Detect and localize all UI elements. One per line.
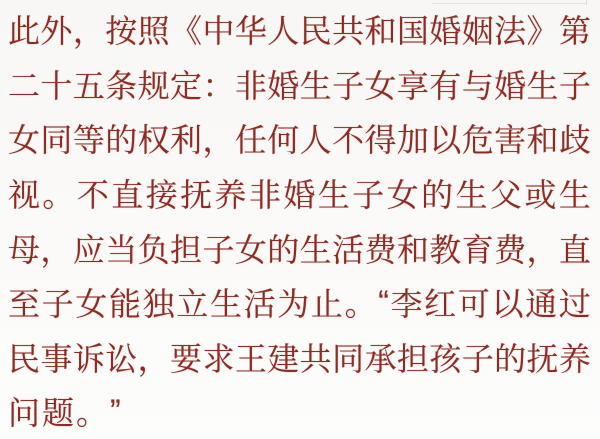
text-character: 民 xyxy=(299,13,332,50)
text-character: ” xyxy=(110,392,123,429)
text-character: 第 xyxy=(558,13,591,50)
text-character: 婚 xyxy=(283,177,316,214)
text-character: 视 xyxy=(8,177,41,214)
text-character: ， xyxy=(137,340,170,377)
text-character: 要 xyxy=(170,340,203,377)
text-character: 抚 xyxy=(526,340,559,377)
text-character: 费 xyxy=(494,231,527,268)
text-character: 子 xyxy=(461,340,494,377)
text-character: 和 xyxy=(526,122,559,159)
text-character: 。 xyxy=(42,177,75,214)
text-line xyxy=(8,57,591,112)
text-character: 。 xyxy=(344,286,377,323)
text-character: 育 xyxy=(461,231,494,268)
text-character: 红 xyxy=(424,286,457,323)
text-character: 王 xyxy=(234,340,267,377)
text-character: 能 xyxy=(108,286,141,323)
text-character: 母 xyxy=(8,231,41,268)
text-line xyxy=(8,220,591,275)
text-character: 担 xyxy=(170,231,203,268)
text-character: 至 xyxy=(8,286,41,323)
text-character: 婚 xyxy=(494,67,527,104)
text-character: 定 xyxy=(170,67,203,104)
text-character: 《 xyxy=(170,13,203,50)
text-character: 。 xyxy=(76,395,111,432)
text-character: ， xyxy=(72,13,105,50)
text-character: 中 xyxy=(202,13,235,50)
text-character: 同 xyxy=(332,340,365,377)
text-character: 子 xyxy=(352,177,385,214)
text-character: 为 xyxy=(277,286,310,323)
text-character: 子 xyxy=(202,231,235,268)
text-character: 二 xyxy=(8,67,41,104)
text-character: 可 xyxy=(457,286,490,323)
text-character: 得 xyxy=(364,122,397,159)
text-character: 费 xyxy=(364,231,397,268)
text-character: 讼 xyxy=(105,340,138,377)
text-line xyxy=(8,275,591,330)
text-character: 同 xyxy=(40,122,73,159)
text-character: 接 xyxy=(145,177,178,214)
text-character: 五 xyxy=(72,67,105,104)
text-character: 女 xyxy=(364,67,397,104)
text-character: 求 xyxy=(202,340,235,377)
text-character: 何 xyxy=(267,122,300,159)
text-character: 生 xyxy=(299,67,332,104)
text-character: “ xyxy=(378,283,389,320)
text-character: 女 xyxy=(8,122,41,159)
text-character: 立 xyxy=(176,286,209,323)
text-character: 养 xyxy=(214,177,247,214)
text-character: 等 xyxy=(72,122,105,159)
text-character: 父 xyxy=(489,177,522,214)
paragraph-text xyxy=(8,2,591,439)
text-character: 共 xyxy=(332,13,365,50)
text-character: 活 xyxy=(332,231,365,268)
text-character: 活 xyxy=(243,286,276,323)
text-character: 的 xyxy=(421,177,454,214)
text-character: 独 xyxy=(142,286,175,323)
text-character: 享 xyxy=(396,67,429,104)
text-character: 条 xyxy=(105,67,138,104)
text-character: 和 xyxy=(396,231,429,268)
text-character: 人 xyxy=(267,13,300,50)
text-character: 直 xyxy=(111,177,144,214)
text-character: 民 xyxy=(8,340,41,377)
text-character: 加 xyxy=(396,122,429,159)
text-character: 教 xyxy=(429,231,462,268)
text-character: 建 xyxy=(267,340,300,377)
text-character: 人 xyxy=(299,122,332,159)
text-character: 有 xyxy=(429,67,462,104)
text-character: 婚 xyxy=(429,13,462,50)
text-character: 姻 xyxy=(461,13,494,50)
text-character: 应 xyxy=(72,231,105,268)
text-character: 此 xyxy=(8,13,41,50)
text-character: 生 xyxy=(526,67,559,104)
text-character: 的 xyxy=(267,231,300,268)
text-character: 孩 xyxy=(429,340,462,377)
text-character: 任 xyxy=(234,122,267,159)
text-character: 生 xyxy=(558,177,591,214)
text-character: 抚 xyxy=(180,177,213,214)
text-character: 共 xyxy=(299,340,332,377)
text-character: 》 xyxy=(526,13,559,50)
text-character: 非 xyxy=(248,177,281,214)
text-character: 以 xyxy=(429,122,462,159)
text-character: 李 xyxy=(390,286,423,323)
text-character: 直 xyxy=(558,231,591,268)
text-character: 生 xyxy=(455,177,488,214)
text-character: ： xyxy=(202,67,235,104)
text-character: ， xyxy=(40,231,73,268)
text-character: 子 xyxy=(332,67,365,104)
text-character: 负 xyxy=(137,231,170,268)
text-character: ， xyxy=(202,122,235,159)
text-character: 害 xyxy=(494,122,527,159)
text-character: 非 xyxy=(234,67,267,104)
text-character: 养 xyxy=(558,340,591,377)
text-character: 诉 xyxy=(72,340,105,377)
text-character: 通 xyxy=(525,286,558,323)
text-character: 十 xyxy=(40,67,73,104)
text-character: 华 xyxy=(234,13,267,50)
text-character: 不 xyxy=(76,177,109,214)
text-character: 婚 xyxy=(267,67,300,104)
text-character: 承 xyxy=(364,340,397,377)
text-line xyxy=(8,384,591,439)
text-character: 与 xyxy=(461,67,494,104)
text-line xyxy=(8,330,591,385)
text-character: 照 xyxy=(137,13,170,50)
text-character: 担 xyxy=(396,340,429,377)
text-line xyxy=(8,111,591,166)
text-line xyxy=(8,2,591,57)
text-character: 歧 xyxy=(558,122,591,159)
text-character: 问 xyxy=(8,395,43,432)
text-character: 子 xyxy=(558,67,591,104)
text-character: 子 xyxy=(41,286,74,323)
text-character: 题 xyxy=(42,395,77,432)
text-character: 女 xyxy=(75,286,108,323)
text-line xyxy=(8,166,591,221)
text-character: 国 xyxy=(396,13,429,50)
text-character: 生 xyxy=(209,286,242,323)
text-character: 按 xyxy=(105,13,138,50)
text-character: 不 xyxy=(332,122,365,159)
text-character: 生 xyxy=(317,177,350,214)
text-character: 规 xyxy=(137,67,170,104)
text-character: 女 xyxy=(234,231,267,268)
text-character: 以 xyxy=(491,286,524,323)
text-character: 的 xyxy=(494,340,527,377)
text-character: 事 xyxy=(40,340,73,377)
text-character: 法 xyxy=(494,13,527,50)
text-character: 外 xyxy=(40,13,73,50)
text-character: ， xyxy=(526,231,559,268)
text-character: 过 xyxy=(558,286,591,323)
text-character: 的 xyxy=(105,122,138,159)
text-character: 利 xyxy=(170,122,203,159)
text-character: 女 xyxy=(386,177,419,214)
text-character: 止 xyxy=(310,286,343,323)
text-character: 当 xyxy=(105,231,138,268)
text-character: 或 xyxy=(524,177,557,214)
text-character: 危 xyxy=(461,122,494,159)
text-character: 生 xyxy=(299,231,332,268)
text-character: 和 xyxy=(364,13,397,50)
text-character: 权 xyxy=(137,122,170,159)
